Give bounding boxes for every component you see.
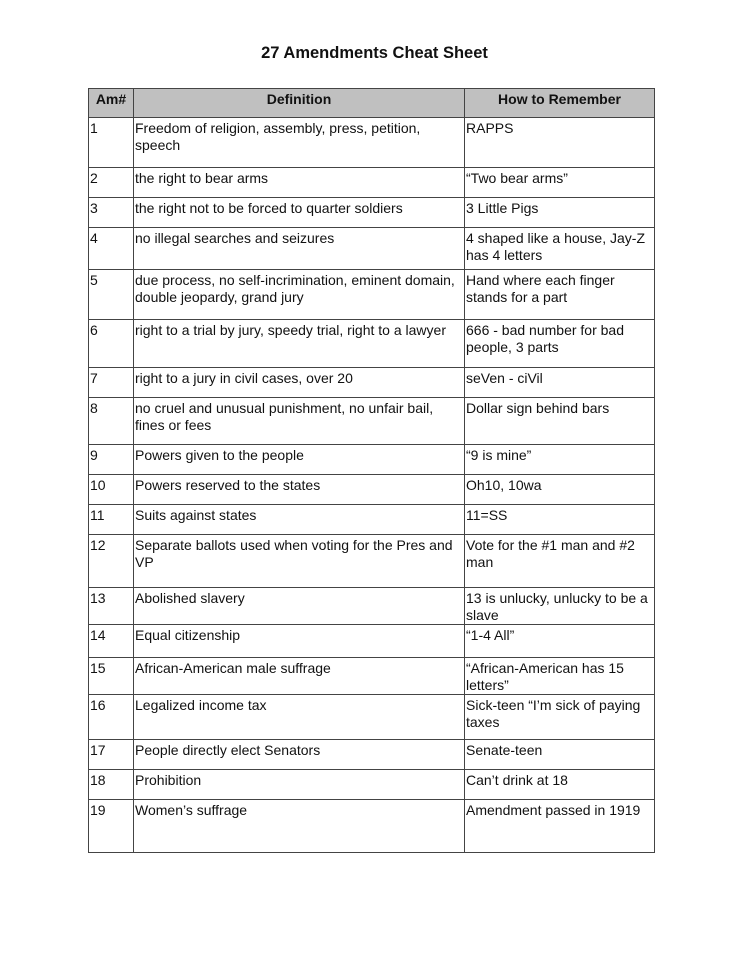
amendments-table bbox=[88, 88, 655, 853]
table-row bbox=[89, 198, 655, 228]
remember-cell: “9 is mine” bbox=[465, 445, 655, 475]
definition-cell: Equal citizenship bbox=[134, 625, 465, 658]
table-row bbox=[89, 770, 655, 800]
header-am-number: Am# bbox=[89, 89, 134, 118]
definition-cell: no illegal searches and seizures bbox=[134, 228, 465, 270]
page-title: 27 Amendments Cheat Sheet bbox=[261, 44, 488, 62]
remember-cell: RAPPS bbox=[465, 118, 655, 168]
definition-cell: no cruel and unusual punishment, no unfair bail, fines or fees bbox=[134, 398, 465, 445]
remember-cell: “1-4 All” bbox=[465, 625, 655, 658]
table-header-row bbox=[89, 89, 655, 118]
table-row bbox=[89, 270, 655, 320]
amendment-number: 10 bbox=[89, 475, 134, 505]
definition-cell: Abolished slavery bbox=[134, 588, 465, 625]
amendment-number: 18 bbox=[89, 770, 134, 800]
table-row bbox=[89, 740, 655, 770]
amendment-number: 4 bbox=[89, 228, 134, 270]
remember-cell: Dollar sign behind bars bbox=[465, 398, 655, 445]
definition-cell: right to a trial by jury, speedy trial, right to a lawyer bbox=[134, 320, 465, 368]
table-row bbox=[89, 118, 655, 168]
definition-cell: Women’s suffrage bbox=[134, 800, 465, 853]
remember-cell: Oh10, 10wa bbox=[465, 475, 655, 505]
amendment-number: 9 bbox=[89, 445, 134, 475]
header-how-to-remember: How to Remember bbox=[465, 89, 655, 118]
remember-cell: seVen - ciVil bbox=[465, 368, 655, 398]
remember-cell: “Two bear arms” bbox=[465, 168, 655, 198]
amendment-number: 7 bbox=[89, 368, 134, 398]
table-row bbox=[89, 320, 655, 368]
table-row bbox=[89, 168, 655, 198]
remember-cell: Can’t drink at 18 bbox=[465, 770, 655, 800]
remember-cell: “African-American has 15 letters” bbox=[465, 658, 655, 695]
table-row bbox=[89, 475, 655, 505]
table-row bbox=[89, 445, 655, 475]
definition-cell: Freedom of religion, assembly, press, petition, speech bbox=[134, 118, 465, 168]
amendment-number: 19 bbox=[89, 800, 134, 853]
table-row bbox=[89, 625, 655, 658]
amendment-number: 3 bbox=[89, 198, 134, 228]
remember-cell: 4 shaped like a house, Jay-Z has 4 letters bbox=[465, 228, 655, 270]
definition-cell: right to a jury in civil cases, over 20 bbox=[134, 368, 465, 398]
definition-cell: the right not to be forced to quarter soldiers bbox=[134, 198, 465, 228]
definition-cell: African-American male suffrage bbox=[134, 658, 465, 695]
table-row bbox=[89, 398, 655, 445]
table-row bbox=[89, 228, 655, 270]
remember-cell: 666 - bad number for bad people, 3 parts bbox=[465, 320, 655, 368]
table-row bbox=[89, 505, 655, 535]
definition-cell: Powers given to the people bbox=[134, 445, 465, 475]
definition-cell: Legalized income tax bbox=[134, 695, 465, 740]
amendment-number: 12 bbox=[89, 535, 134, 588]
amendment-number: 15 bbox=[89, 658, 134, 695]
definition-cell: Prohibition bbox=[134, 770, 465, 800]
remember-cell: Amendment passed in 1919 bbox=[465, 800, 655, 853]
remember-cell: 3 Little Pigs bbox=[465, 198, 655, 228]
amendment-number: 13 bbox=[89, 588, 134, 625]
remember-cell: Sick-teen “I’m sick of paying taxes bbox=[465, 695, 655, 740]
remember-cell: 11=SS bbox=[465, 505, 655, 535]
remember-cell: Senate-teen bbox=[465, 740, 655, 770]
definition-cell: Powers reserved to the states bbox=[134, 475, 465, 505]
amendment-number: 1 bbox=[89, 118, 134, 168]
amendment-number: 17 bbox=[89, 740, 134, 770]
table-row bbox=[89, 535, 655, 588]
table-row bbox=[89, 588, 655, 625]
remember-cell: Vote for the #1 man and #2 man bbox=[465, 535, 655, 588]
table-row bbox=[89, 695, 655, 740]
definition-cell: People directly elect Senators bbox=[134, 740, 465, 770]
remember-cell: 13 is unlucky, unlucky to be a slave bbox=[465, 588, 655, 625]
definition-cell: due process, no self-incrimination, eminent domain, double jeopardy, grand jury bbox=[134, 270, 465, 320]
amendment-number: 2 bbox=[89, 168, 134, 198]
remember-cell: Hand where each finger stands for a part bbox=[465, 270, 655, 320]
amendment-number: 16 bbox=[89, 695, 134, 740]
amendment-number: 6 bbox=[89, 320, 134, 368]
table-row bbox=[89, 368, 655, 398]
definition-cell: Suits against states bbox=[134, 505, 465, 535]
amendment-number: 11 bbox=[89, 505, 134, 535]
definition-cell: the right to bear arms bbox=[134, 168, 465, 198]
definition-cell: Separate ballots used when voting for the Pres and VP bbox=[134, 535, 465, 588]
table-row bbox=[89, 658, 655, 695]
table-row bbox=[89, 800, 655, 853]
header-definition: Definition bbox=[134, 89, 465, 118]
amendment-number: 8 bbox=[89, 398, 134, 445]
amendment-number: 14 bbox=[89, 625, 134, 658]
amendment-number: 5 bbox=[89, 270, 134, 320]
